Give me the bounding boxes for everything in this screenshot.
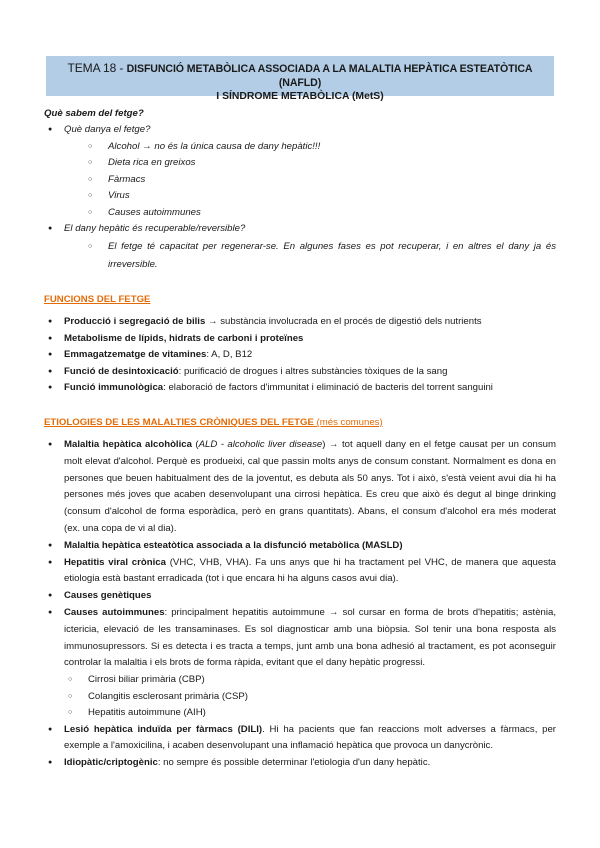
function-name: Emmagatzematge de vitamines	[64, 349, 207, 361]
idio-desc: : no sempre és possible determinar l'etiologia d'un dany hepàtic.	[157, 757, 431, 769]
function-item	[44, 331, 556, 348]
function-name: Producció i segregació de bilis	[64, 316, 206, 327]
autoimmune-subitem: ○ Cirrosi biliar primària (CBP)	[44, 672, 556, 689]
idio-name: Idiopàtic/criptogènic	[64, 757, 158, 769]
cause-item: ○ Dieta rica en greixos	[64, 155, 556, 172]
etiology-idiopathic	[44, 755, 556, 772]
ald-abbr: ALD - alcoholic liver disease	[198, 439, 323, 450]
function-name: Funció immunològica	[64, 382, 164, 394]
cause-item: ○ Causes autoimmunes	[64, 205, 556, 222]
autoimmune-subitem: ○ Hepatitis autoimmune (AIH)	[44, 705, 556, 722]
etiology-ald	[44, 437, 556, 538]
dili-desc: . Hi ha pacients que fan reaccions molt adverses a fàrmacs, per exemple a l'amoxicilina, i acaben desenvolupant una inflamació hepàtica que provoca un danycrònic.	[64, 723, 556, 752]
functions-heading: FUNCIONS DEL FETGE	[44, 294, 151, 305]
function-desc: → substància involucrada en el procés de digestió dels nutrients	[205, 316, 482, 327]
cause-item: ○ Alcohol → no és la única causa de dany hepàtic!!!	[64, 139, 556, 156]
title-line-2: I SÍNDROME METABÒLICA (MetS)	[216, 91, 384, 102]
etiologies-heading-note: (més comunes)	[313, 417, 383, 428]
cause-item: ○ Virus	[64, 188, 556, 205]
genetic-name: Causes genètiques	[64, 590, 152, 602]
autoimmune-subitem: ○ Colangitis esclerosant primària (CSP)	[44, 689, 556, 706]
title-banner	[46, 56, 554, 102]
question-1-text: Què danya el fetge?	[64, 124, 151, 135]
etiologies-list	[44, 437, 556, 772]
dili-name: Lesió hepàtica induïda per fàrmacs (DILI)	[64, 723, 263, 735]
cause-item: ○ Fàrmacs	[64, 172, 556, 189]
etiology-masld	[44, 538, 556, 555]
ald-open: (	[191, 439, 199, 450]
function-item	[44, 380, 556, 397]
functions-list	[44, 314, 556, 397]
etiologies-heading	[44, 416, 556, 430]
autoimmune-desc: : principalment hepatitis autoimmune → sol cursar en forma de brots d'hepatitis; astènia, ictericia, elevació de les transaminases. Es sol diagnosticar amb una biòpsia. Sol tenir una bona resposta als immunosupressors. Si es detecta i es tracta a temps, junt amb una bona adhesió al tractament, es pot aconseguir controlar la malaltia i els brots de forma ràpida, evitant que el dany hepàtic progressi.	[64, 606, 556, 669]
function-item	[44, 347, 556, 364]
function-desc: : elaboració de factors d'immunitat i eliminació de bacteris del torrent sanguini	[163, 382, 493, 394]
function-desc: : A, D, B12	[206, 349, 253, 361]
answer-list	[64, 238, 556, 274]
answer-item: ○ El fetge té capacitat per regenerar-se. En algunes fases es pot recuperar, i en altres el dany ja és irreversible.	[64, 238, 556, 274]
viral-name: Hepatitis viral crònica	[64, 556, 166, 568]
ald-desc: ) → tot aquell dany en el fetge causat per un consum molt elevat d'alcohol. Perquè es produeixi, cal que passin molts anys de consum constant. Normalment es dona en persones que beuen habitualment des de la joventut, es debuta als 50 anys. Tot i això, s'està veient avui dia hi ha persones més joves que acaben desenvolupant una cirrosi hepàtica. Es creu que això és degut al binge drinking (consum d'alcohol de forma esporàdica, però en grans quantitats). Abans, el consum d'alcohol era més moderat (ex. una copa de vi al dia).	[64, 439, 556, 534]
intro-list	[44, 122, 556, 274]
etiology-autoimmune	[44, 605, 556, 722]
masld-name: Malaltia hepàtica esteatòtica associada a la disfunció metabòlica (MASLD)	[64, 539, 403, 551]
etiology-viral	[44, 555, 556, 589]
function-item	[44, 314, 556, 331]
etiology-dili	[44, 722, 556, 756]
causes-list	[64, 139, 556, 222]
intro-section	[44, 106, 556, 274]
etiologies-section	[44, 416, 556, 772]
intro-heading: Què sabem del fetge?	[44, 108, 144, 119]
autoimmune-name: Causes autoimmunes	[64, 606, 165, 618]
ald-name: Malaltia hepàtica alcohòlica	[64, 439, 192, 450]
question-2-text: El dany hepàtic és recuperable/reversible?	[64, 223, 246, 234]
functions-section	[44, 293, 556, 397]
intro-question-2	[44, 221, 556, 274]
title-main: DISFUNCIÓ METABÒLICA ASSOCIADA A LA MALALTIA HEPÀTICA ESTEATÒTICA (NAFLD)	[126, 63, 533, 89]
title-line-1	[46, 61, 554, 90]
function-name: Funció de desintoxicació	[64, 365, 179, 377]
function-name: Metabolisme de lípids, hidrats de carboni i proteïnes	[64, 332, 304, 344]
viral-desc: (VHC, VHB, VHA). Fa uns anys que hi ha tractament pel VHC, de manera que aquesta etiologia està bastant erradicada (tot i que encara hi ha alguns casos avui dia).	[64, 556, 556, 585]
function-item	[44, 364, 556, 381]
etiology-genetic	[44, 588, 556, 605]
etiologies-heading-text: ETIOLOGIES DE LES MALALTIES CRÒNIQUES DEL FETGE	[44, 417, 314, 428]
intro-question-1	[44, 122, 556, 221]
title-prefix: TEMA 18 -	[67, 61, 127, 75]
autoimmune-sublist	[44, 672, 556, 722]
function-desc: : purificació de drogues i altres substàncies tòxiques de la sang	[178, 365, 448, 377]
